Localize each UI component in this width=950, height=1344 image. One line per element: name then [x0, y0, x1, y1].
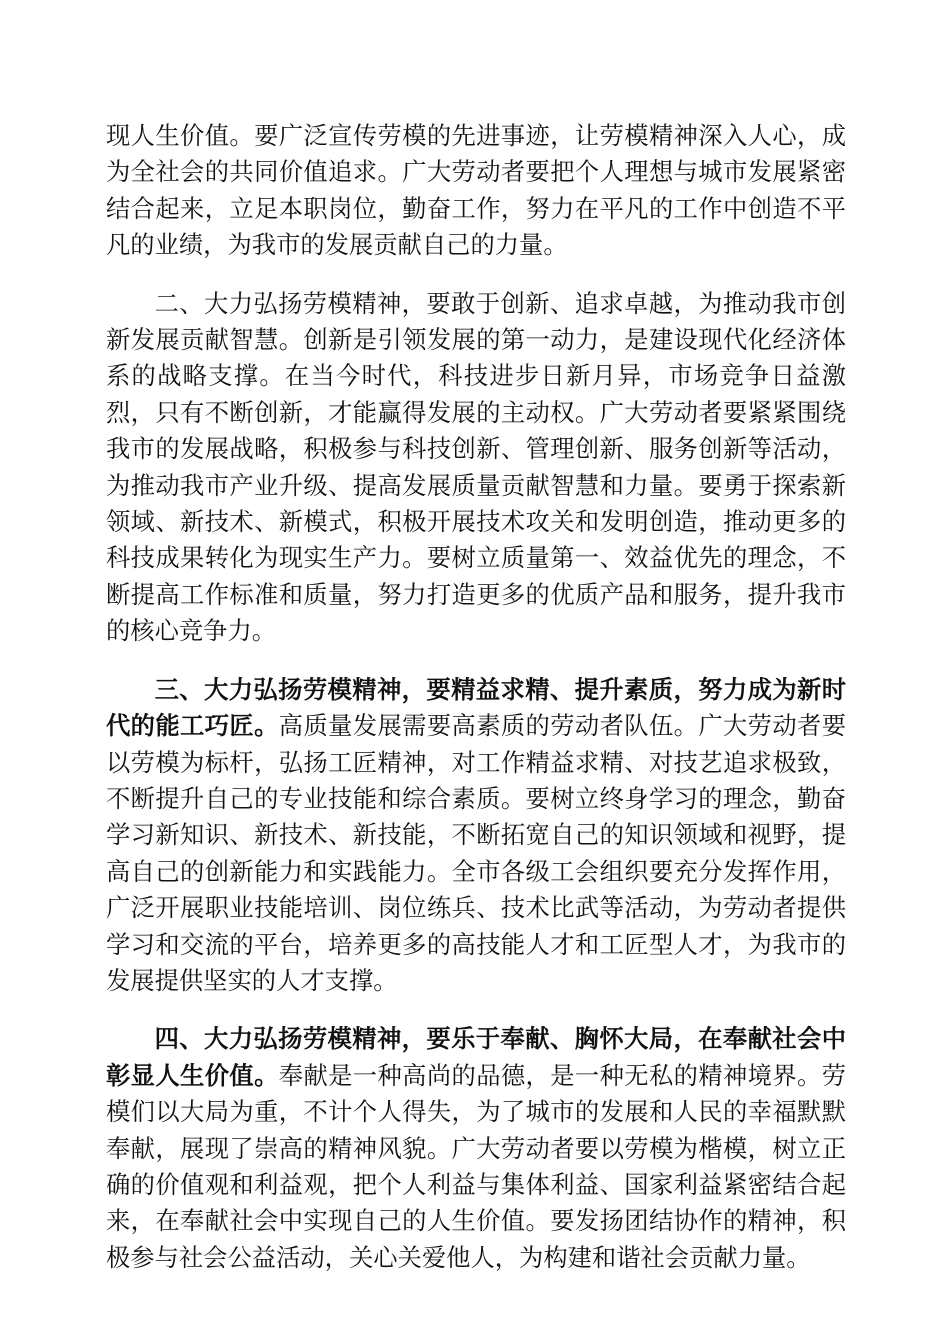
paragraph-section-three: [106, 672, 846, 1000]
section-heading: 三、大力弘扬劳模精神，要精益求精、提升素质，努力成为新时代的能工巧匠。: [106, 674, 846, 741]
section-heading: 四、大力弘扬劳模精神，要乐于奉献、胸怀大局，在奉献社会中彰显人生价值。: [106, 1024, 846, 1090]
paragraph-section-two: [106, 286, 846, 650]
paragraph-body: 二、大力弘扬劳模精神，要敢于创新、追求卓越，为推动我市创新发展贡献智慧。创新是引领发展的第一动力，是建设现代化经济体系的战略支撑。在当今时代，科技进步日新月异，市场竞争日益激烈，只有不断创新，才能赢得发展的主动权。广大劳动者要紧紧围绕我市的发展战略，积极参与科技创新、管理创新、服务创新等活动，为推动我市产业升级、提高发展质量贡献智慧和力量。要勇于探索新领域、新技术、新模式，积极开展技术攻关和发明创造，推动更多的科技成果转化为现实生产力。要树立质量第一、效益优先的理念，不断提高工作标准和质量，努力打造更多的优质产品和服务，提升我市的核心竞争力。: [106, 288, 846, 646]
document-page: [106, 118, 846, 1298]
paragraph-body: 高质量发展需要高素质的劳动者队伍。广大劳动者要以劳模为标杆，弘扬工匠精神，对工作精益求精、对技艺追求极致，不断提升自己的专业技能和综合素质。要树立终身学习的理念，勤奋学习新知识、新技术、新技能，不断拓宽自己的知识领域和视野，提高自己的创新能力和实践能力。全市各级工会组织要充分发挥作用，广泛开展职业技能培训、岗位练兵、技术比武等活动，为劳动者提供学习和交流的平台，培养更多的高技能人才和工匠型人才，为我市的发展提供坚实的人才支撑。: [106, 711, 847, 995]
paragraph-section-four: [106, 1021, 846, 1276]
paragraph-body: 奉献是一种高尚的品德，是一种无私的精神境界。劳模们以大局为重，不计个人得失，为了城市的发展和人民的幸福默默奉献，展现了崇高的精神风貌。广大劳动者要以劳模为楷模，树立正确的价值观和利益观，把个人利益与集体利益、国家利益紧密结合起来，在奉献社会中实现自己的人生价值。要发扬团结协作的精神，积极参与社会公益活动，关心关爱他人，为构建和谐社会贡献力量。: [106, 1060, 847, 1272]
paragraph-body: 现人生价值。要广泛宣传劳模的先进事迹，让劳模精神深入人心，成为全社会的共同价值追求。广大劳动者要把个人理想与城市发展紧密结合起来，立足本职岗位，勤奋工作，努力在平凡的工作中创造不平凡的业绩，为我市的发展贡献自己的力量。: [106, 121, 846, 260]
paragraph-continuation: [106, 118, 846, 264]
